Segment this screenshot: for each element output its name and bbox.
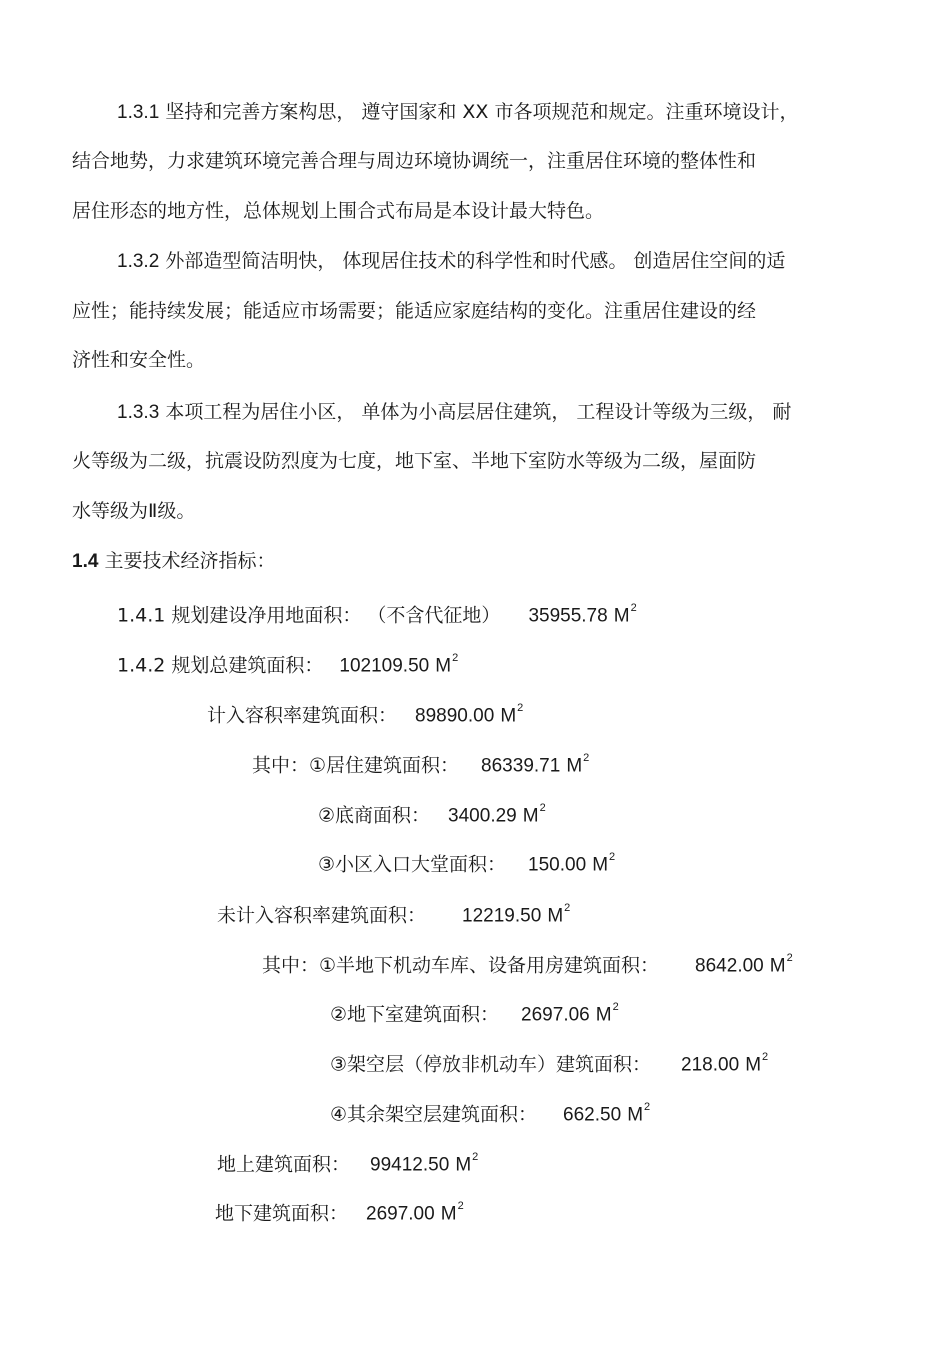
indicator-label: ②底商面积： [318, 804, 431, 827]
indicator-retail-area [318, 798, 546, 829]
indicator-label: 地上建筑面积： [217, 1153, 351, 1176]
indicator-label: ④其余架空层建筑面积： [330, 1103, 538, 1126]
indicator-value: 89890.00 [415, 705, 495, 727]
unit-superscript: 2 [630, 602, 637, 614]
indicator-stilt-floor-bike-area [330, 1047, 768, 1078]
indicator-value: 3400.29 [448, 805, 517, 827]
indicator-label: ③小区入口大堂面积： [318, 853, 507, 876]
unit-superscript: 2 [452, 652, 459, 664]
section-number: 1.3.2 [117, 251, 160, 272]
unit: M [500, 705, 517, 727]
unit-superscript: 2 [564, 902, 571, 914]
paragraph-text: 本项工程为居住小区， 单体为小高层居住建筑， 工程设计等级为三级， 耐 [165, 401, 792, 423]
section-heading-1-4 [72, 548, 275, 575]
indicator-value: 102109.50 [339, 655, 430, 677]
unit-superscript: 2 [762, 1051, 769, 1063]
paragraph-1-3-1-line-3: 居住形态的地方性，总体规划上围合式布局是本设计最大特色。 [72, 200, 605, 222]
paragraph-1-3-3-line-3: 水等级为Ⅱ级。 [72, 500, 196, 522]
unit: M [592, 854, 609, 876]
indicator-lobby-area [318, 847, 615, 878]
section-number: 1.3.3 [117, 402, 160, 423]
paragraph-1-3-2-line-2: 应性；能持续发展；能适应市场需要；能适应家庭结构的变化。注重居住建设的经 [72, 300, 757, 322]
indicator-value: 2697.00 [366, 1203, 435, 1225]
paragraph-1-3-3-line-1 [117, 399, 791, 426]
paragraph-1-3-1-line-1 [117, 99, 798, 126]
unit: M [627, 1104, 644, 1126]
indicator-label: 地下建筑面积： [215, 1202, 349, 1225]
unit: M [435, 655, 452, 677]
indicator-value: 150.00 [528, 854, 587, 876]
paragraph-1-3-2-line-3: 济性和安全性。 [72, 349, 206, 371]
unit-superscript: 2 [786, 952, 793, 964]
indicator-value: 12219.50 [462, 905, 542, 927]
indicator-above-ground-area [217, 1147, 478, 1178]
unit-superscript: 2 [457, 1200, 464, 1212]
indicator-value: 35955.78 [528, 605, 608, 627]
paragraph-1-3-3-line-2: 火等级为二级，抗震设防烈度为七度，地下室、半地下室防水等级为二级，屋面防 [72, 450, 757, 472]
unit: M [522, 805, 539, 827]
unit: M [440, 1203, 457, 1225]
indicator-value: 2697.06 [521, 1004, 590, 1026]
indicator-label: ②地下室建筑面积： [330, 1003, 500, 1026]
unit-superscript: 2 [539, 802, 546, 814]
indicator-label: ③架空层（停放非机动车）建筑面积： [330, 1053, 652, 1076]
indicator-semi-basement-garage-area [262, 948, 793, 979]
paragraph-text: 坚持和完善方案构思， 遵守国家和 XX 市各项规范和规定。注重环境设计， [165, 101, 799, 123]
indicator-basement-area [330, 997, 619, 1028]
paragraph-1-3-1-line-2: 结合地势，力求建筑环境完善合理与周边环境协调统一，注重居住环境的整体性和 [72, 150, 757, 172]
indicator-value: 99412.50 [370, 1154, 450, 1176]
section-number: 1.4 [72, 551, 99, 572]
unit-superscript: 2 [583, 752, 590, 764]
section-number: 1.3.1 [117, 102, 160, 123]
indicator-value: 8642.00 [695, 955, 764, 977]
unit: M [455, 1154, 472, 1176]
indicator-underground-area [215, 1196, 464, 1227]
indicator-label: 未计入容积率建筑面积： [217, 904, 427, 927]
indicator-other-stilt-floor-area [330, 1097, 650, 1128]
paragraph-text: 外部造型简洁明快， 体现居住技术的科学性和时代感。 创造居住空间的适 [165, 250, 786, 272]
unit-superscript: 2 [609, 851, 616, 863]
indicator-value: 218.00 [681, 1054, 740, 1076]
unit: M [745, 1054, 762, 1076]
indicator-value: 86339.71 [481, 755, 561, 777]
indicator-far-floor-area [207, 698, 523, 729]
unit-superscript: 2 [644, 1101, 651, 1113]
section-title: 主要技术经济指标： [104, 550, 276, 572]
indicator-residential-area [252, 748, 589, 779]
unit: M [547, 905, 564, 927]
unit: M [595, 1004, 612, 1026]
indicator-non-far-floor-area [217, 898, 570, 929]
unit-superscript: 2 [612, 1001, 619, 1013]
paragraph-1-3-2-line-1 [117, 248, 785, 275]
indicator-label: 1.4.1 规划建设净用地面积： （不含代征地） [117, 604, 501, 627]
indicator-net-land-area [117, 598, 637, 629]
indicator-label: 1.4.2 规划总建筑面积： [117, 654, 324, 677]
indicator-value: 662.50 [563, 1104, 622, 1126]
indicator-total-floor-area [117, 648, 458, 679]
unit: M [613, 605, 630, 627]
unit-superscript: 2 [517, 702, 524, 714]
indicator-label: 其中：①半地下机动车库、设备用房建筑面积： [262, 954, 660, 977]
indicator-label: 其中：①居住建筑面积： [252, 754, 460, 777]
unit-superscript: 2 [472, 1151, 479, 1163]
unit: M [769, 955, 786, 977]
unit: M [566, 755, 583, 777]
indicator-label: 计入容积率建筑面积： [207, 704, 398, 727]
